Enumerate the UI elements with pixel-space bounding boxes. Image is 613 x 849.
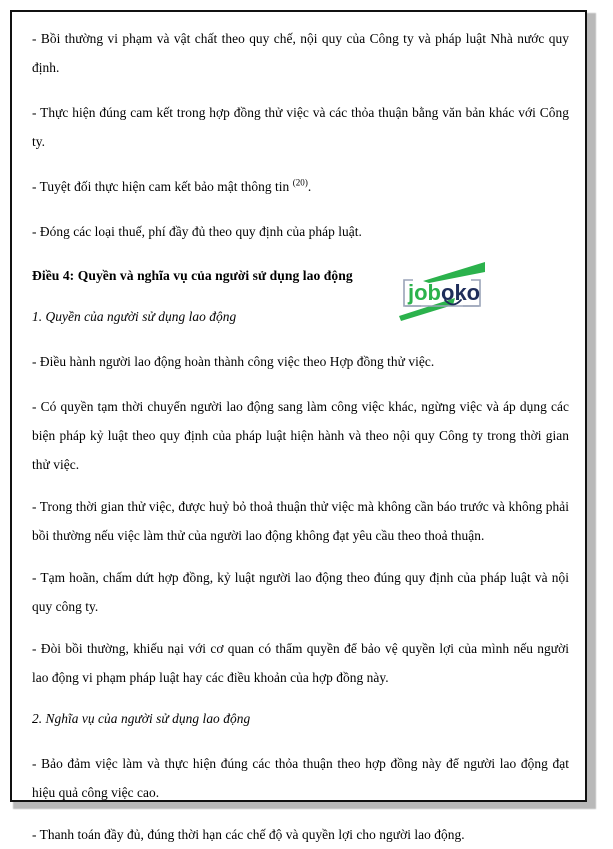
- paragraph-bullet: - Bồi thường vi phạm và vật chất theo quy chế, nội quy của Công ty và pháp luật Nhà nước quy định.: [32, 31, 569, 75]
- logo-text-oko: oko: [441, 280, 481, 305]
- document-frame: [10, 10, 587, 842]
- paragraph-bullet-footnote: [32, 172, 569, 201]
- sub-heading: 1. Quyền của người sử dụng lao động: [32, 309, 237, 324]
- spacer: [32, 201, 569, 217]
- spacer: [32, 479, 569, 492]
- spacer: [32, 376, 569, 392]
- paragraph-bullet: - Có quyền tạm thời chuyển người lao động sang làm công việc khác, ngừng việc và áp dụng các biện pháp kỷ luật theo quy định của pháp luật hiện hành và theo nội quy Công ty trong thời gian thử việc.: [32, 399, 569, 472]
- spacer: [32, 550, 569, 563]
- paragraph-bullet: - Đòi bồi thường, khiếu nại với cơ quan có thẩm quyền để bảo vệ quyền lợi của mình nếu người lao động vi phạm pháp luật hay các điều khoản của hợp đồng này.: [32, 641, 569, 685]
- spacer: [32, 82, 569, 98]
- spacer: [32, 730, 569, 749]
- paragraph-bullet: - Thực hiện đúng cam kết trong hợp đồng thử việc và các thỏa thuận bằng văn bản khác với Công ty.: [32, 105, 569, 149]
- paragraph-bullet: - Thanh toán đầy đủ, đúng thời hạn các chế độ và quyền lợi cho người lao động.: [32, 827, 465, 842]
- section-heading: Điều 4: Quyền và nghĩa vụ của người sử dụng lao động: [32, 268, 353, 283]
- spacer: [32, 807, 569, 820]
- logo-text-job: job: [408, 280, 441, 305]
- joboko-logo-svg: [393, 261, 491, 323]
- spacer: [32, 156, 569, 172]
- spacer: [32, 621, 569, 634]
- paragraph-bullet: - Bảo đảm việc làm và thực hiện đúng các thỏa thuận theo hợp đồng này để người lao động đạt hiệu quả công việc cao.: [32, 756, 569, 800]
- paragraph-bullet: - Tạm hoãn, chấm dứt hợp đồng, kỷ luật người lao động theo đúng quy định của pháp luật và nội quy công ty.: [32, 570, 569, 614]
- paragraph-bullet: - Điều hành người lao động hoàn thành công việc theo Hợp đồng thử việc.: [32, 354, 435, 369]
- spacer: [32, 692, 569, 708]
- footnote-marker: (20): [292, 177, 308, 188]
- spacer: [32, 328, 569, 347]
- footnote-text-before: - Tuyệt đối thực hiện cam kết bảo mật thông tin: [32, 179, 293, 194]
- sub-heading: 2. Nghĩa vụ của người sử dụng lao động: [32, 711, 251, 726]
- footnote-text-after: .: [307, 179, 312, 194]
- joboko-logo: [393, 261, 491, 323]
- paragraph-bullet: - Trong thời gian thử việc, được huỷ bỏ thoả thuận thử việc mà không cần báo trước và không phải bồi thường nếu việc làm thử của người lao động không đạt yêu cầu theo thoả thuận.: [32, 499, 569, 543]
- paragraph-bullet: - Đóng các loại thuế, phí đầy đủ theo quy định của pháp luật.: [32, 224, 362, 239]
- document-body: [32, 24, 569, 842]
